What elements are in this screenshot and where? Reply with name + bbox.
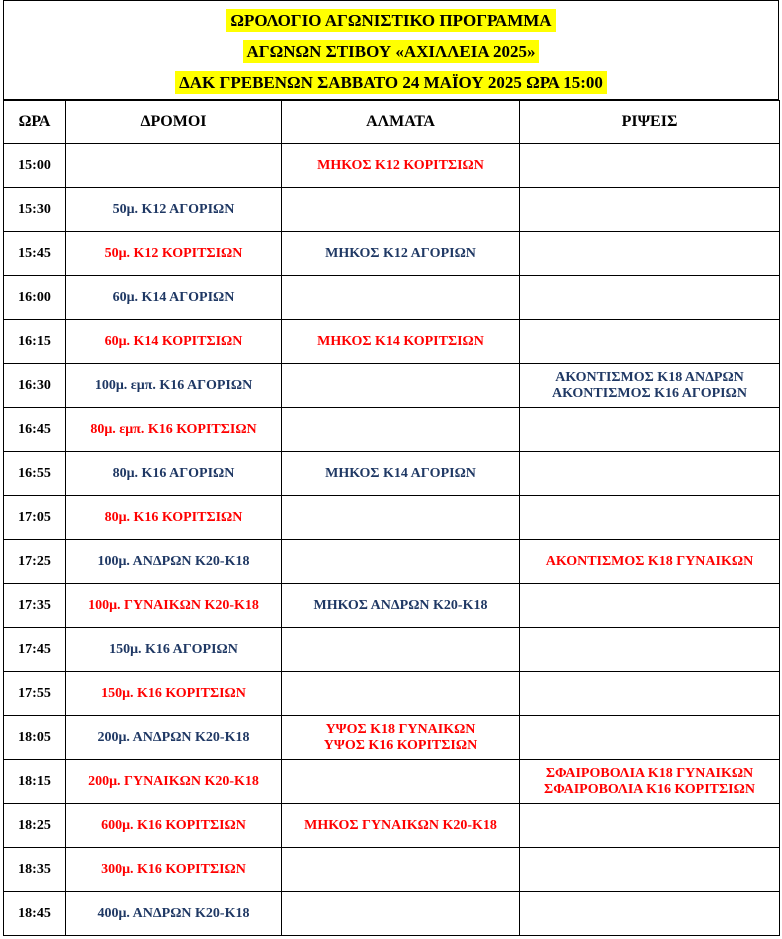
throws-cell bbox=[520, 232, 780, 276]
throws-cell bbox=[520, 892, 780, 936]
table-row bbox=[4, 144, 780, 188]
time-cell: 18:45 bbox=[4, 892, 66, 936]
running-cell bbox=[66, 892, 282, 936]
throws-cell bbox=[520, 452, 780, 496]
jumps-cell bbox=[282, 320, 520, 364]
header-title: ΩΡΟΛΟΓΙΟ ΑΓΩΝΙΣΤΙΚΟ ΠΡΟΓΡΑΜΜΑ bbox=[226, 9, 555, 32]
table-row bbox=[4, 584, 780, 628]
table-row bbox=[4, 628, 780, 672]
event-entry: ΜΗΚΟΣ ΑΝΔΡΩΝ Κ20-Κ18 bbox=[313, 597, 488, 613]
table-row bbox=[4, 188, 780, 232]
column-header-running: ΔΡΟΜΟΙ bbox=[66, 101, 282, 144]
running-cell bbox=[66, 232, 282, 276]
event-entry: ΑΚΟΝΤΙΣΜΟΣ Κ18 ΑΝΔΡΩΝ bbox=[555, 369, 744, 385]
event-entry: ΑΚΟΝΤΙΣΜΟΣ Κ18 ΓΥΝΑΙΚΩΝ bbox=[545, 553, 754, 569]
jumps-cell bbox=[282, 584, 520, 628]
table-row bbox=[4, 232, 780, 276]
time-cell: 18:05 bbox=[4, 716, 66, 760]
time-cell: 16:15 bbox=[4, 320, 66, 364]
schedule-table bbox=[3, 100, 780, 936]
event-entry: 200μ. ΓΥΝΑΙΚΩΝ Κ20-Κ18 bbox=[88, 773, 259, 789]
table-row bbox=[4, 540, 780, 584]
event-entry: ΣΦΑΙΡΟΒΟΛΙΑ Κ18 ΓΥΝΑΙΚΩΝ bbox=[545, 765, 754, 781]
column-header-jumps: ΑΛΜΑΤΑ bbox=[282, 101, 520, 144]
event-entry: 60μ. Κ14 ΚΟΡΙΤΣΙΩΝ bbox=[104, 333, 243, 349]
throws-cell bbox=[520, 716, 780, 760]
header-venue-date: ΔΑΚ ΓΡΕΒΕΝΩΝ ΣΑΒΒΑΤΟ 24 ΜΑΪΟΥ 2025 ΩΡΑ 15:00 bbox=[175, 71, 607, 94]
throws-cell bbox=[520, 364, 780, 408]
jumps-cell bbox=[282, 188, 520, 232]
time-cell: 15:00 bbox=[4, 144, 66, 188]
table-row bbox=[4, 364, 780, 408]
event-entry: 50μ. Κ12 ΑΓΟΡΙΩΝ bbox=[112, 201, 235, 217]
jumps-cell bbox=[282, 848, 520, 892]
table-row bbox=[4, 452, 780, 496]
table-row bbox=[4, 716, 780, 760]
jumps-cell bbox=[282, 892, 520, 936]
table-row bbox=[4, 496, 780, 540]
running-cell bbox=[66, 628, 282, 672]
jumps-cell bbox=[282, 716, 520, 760]
jumps-cell bbox=[282, 760, 520, 804]
throws-cell bbox=[520, 320, 780, 364]
throws-cell bbox=[520, 188, 780, 232]
jumps-cell bbox=[282, 452, 520, 496]
event-entry: ΥΨΟΣ Κ18 ΓΥΝΑΙΚΩΝ bbox=[325, 721, 476, 737]
time-cell: 15:45 bbox=[4, 232, 66, 276]
jumps-cell bbox=[282, 496, 520, 540]
event-entry: ΥΨΟΣ Κ16 ΚΟΡΙΤΣΙΩΝ bbox=[323, 737, 478, 753]
jumps-cell bbox=[282, 232, 520, 276]
time-cell: 16:55 bbox=[4, 452, 66, 496]
schedule-body bbox=[4, 144, 780, 936]
time-cell: 18:25 bbox=[4, 804, 66, 848]
jumps-cell bbox=[282, 276, 520, 320]
throws-cell bbox=[520, 672, 780, 716]
jumps-cell bbox=[282, 672, 520, 716]
event-entry: 600μ. Κ16 ΚΟΡΙΤΣΙΩΝ bbox=[101, 817, 246, 833]
table-row bbox=[4, 408, 780, 452]
running-cell bbox=[66, 716, 282, 760]
event-entry: ΜΗΚΟΣ Κ12 ΑΓΟΡΙΩΝ bbox=[325, 245, 476, 261]
running-cell bbox=[66, 848, 282, 892]
event-entry: 200μ. ΑΝΔΡΩΝ Κ20-Κ18 bbox=[97, 729, 250, 745]
event-entry: ΣΦΑΙΡΟΒΟΛΙΑ Κ16 ΚΟΡΙΤΣΙΩΝ bbox=[544, 781, 755, 797]
running-cell bbox=[66, 672, 282, 716]
running-cell bbox=[66, 144, 282, 188]
event-entry: 80μ. εμπ. Κ16 ΚΟΡΙΤΣΙΩΝ bbox=[90, 421, 257, 437]
jumps-cell bbox=[282, 144, 520, 188]
event-entry: 400μ. ΑΝΔΡΩΝ Κ20-Κ18 bbox=[97, 905, 250, 921]
event-entry: 80μ. Κ16 ΑΓΟΡΙΩΝ bbox=[112, 465, 235, 481]
event-entry: ΜΗΚΟΣ Κ14 ΑΓΟΡΙΩΝ bbox=[325, 465, 476, 481]
throws-cell bbox=[520, 628, 780, 672]
throws-cell bbox=[520, 760, 780, 804]
event-entry: ΜΗΚΟΣ Κ12 ΚΟΡΙΤΣΙΩΝ bbox=[317, 157, 484, 173]
time-cell: 16:00 bbox=[4, 276, 66, 320]
time-cell: 17:05 bbox=[4, 496, 66, 540]
table-row bbox=[4, 760, 780, 804]
running-cell bbox=[66, 804, 282, 848]
running-cell bbox=[66, 320, 282, 364]
event-entry: ΜΗΚΟΣ ΓΥΝΑΙΚΩΝ Κ20-Κ18 bbox=[304, 817, 497, 833]
running-cell bbox=[66, 760, 282, 804]
running-cell bbox=[66, 584, 282, 628]
column-header-time: ΩΡΑ bbox=[4, 101, 66, 144]
running-cell bbox=[66, 452, 282, 496]
event-entry: 60μ. Κ14 ΑΓΟΡΙΩΝ bbox=[112, 289, 235, 305]
throws-cell bbox=[520, 408, 780, 452]
running-cell bbox=[66, 496, 282, 540]
time-cell: 17:35 bbox=[4, 584, 66, 628]
event-entry: 100μ. ΑΝΔΡΩΝ Κ20-Κ18 bbox=[97, 553, 250, 569]
header-event-name: ΑΓΩΝΩΝ ΣΤΙΒΟΥ «ΑΧΙΛΛΕΙΑ 2025» bbox=[243, 40, 540, 63]
event-entry: 50μ. Κ12 ΚΟΡΙΤΣΙΩΝ bbox=[104, 245, 243, 261]
jumps-cell bbox=[282, 628, 520, 672]
event-entry: 80μ. Κ16 ΚΟΡΙΤΣΙΩΝ bbox=[104, 509, 243, 525]
table-row bbox=[4, 848, 780, 892]
table-header-row bbox=[4, 101, 780, 144]
event-entry: 150μ. Κ16 ΚΟΡΙΤΣΙΩΝ bbox=[101, 685, 246, 701]
throws-cell bbox=[520, 496, 780, 540]
event-entry: 150μ. Κ16 ΑΓΟΡΙΩΝ bbox=[109, 641, 238, 657]
event-entry: ΑΚΟΝΤΙΣΜΟΣ Κ16 ΑΓΟΡΙΩΝ bbox=[552, 385, 747, 401]
throws-cell bbox=[520, 584, 780, 628]
table-row bbox=[4, 804, 780, 848]
time-cell: 18:35 bbox=[4, 848, 66, 892]
schedule-header bbox=[3, 0, 779, 100]
event-entry: 100μ. εμπ. Κ16 ΑΓΟΡΙΩΝ bbox=[94, 377, 253, 393]
running-cell bbox=[66, 276, 282, 320]
event-entry: ΜΗΚΟΣ Κ14 ΚΟΡΙΤΣΙΩΝ bbox=[317, 333, 484, 349]
table-row bbox=[4, 672, 780, 716]
column-header-throws: ΡΙΨΕΙΣ bbox=[520, 101, 780, 144]
throws-cell bbox=[520, 804, 780, 848]
throws-cell bbox=[520, 848, 780, 892]
throws-cell bbox=[520, 540, 780, 584]
jumps-cell bbox=[282, 540, 520, 584]
event-entry: 100μ. ΓΥΝΑΙΚΩΝ Κ20-Κ18 bbox=[88, 597, 259, 613]
time-cell: 17:55 bbox=[4, 672, 66, 716]
jumps-cell bbox=[282, 364, 520, 408]
running-cell bbox=[66, 364, 282, 408]
time-cell: 16:30 bbox=[4, 364, 66, 408]
time-cell: 18:15 bbox=[4, 760, 66, 804]
throws-cell bbox=[520, 276, 780, 320]
running-cell bbox=[66, 540, 282, 584]
jumps-cell bbox=[282, 804, 520, 848]
time-cell: 16:45 bbox=[4, 408, 66, 452]
running-cell bbox=[66, 188, 282, 232]
table-row bbox=[4, 320, 780, 364]
time-cell: 15:30 bbox=[4, 188, 66, 232]
jumps-cell bbox=[282, 408, 520, 452]
schedule-sheet bbox=[3, 0, 779, 936]
table-row bbox=[4, 276, 780, 320]
time-cell: 17:45 bbox=[4, 628, 66, 672]
table-row bbox=[4, 892, 780, 936]
running-cell bbox=[66, 408, 282, 452]
time-cell: 17:25 bbox=[4, 540, 66, 584]
event-entry: 300μ. Κ16 ΚΟΡΙΤΣΙΩΝ bbox=[101, 861, 246, 877]
throws-cell bbox=[520, 144, 780, 188]
